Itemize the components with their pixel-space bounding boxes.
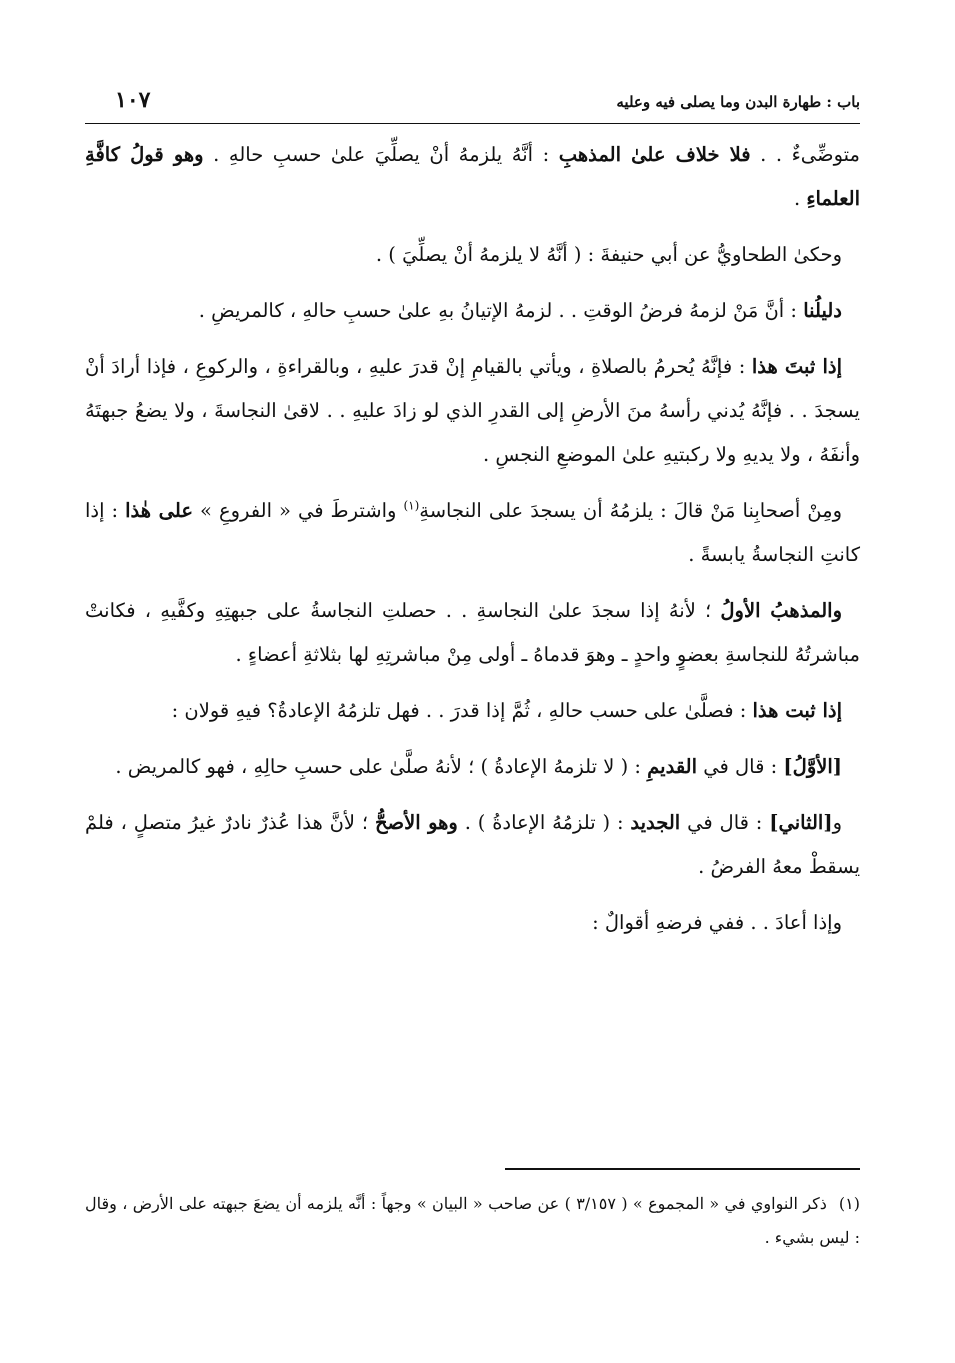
text-run: : فصلَّىٰ على حسب حالهِ ، ثُمَّ إذا قدرَ . . فهل تلزمُهُ الإعادةُ؟ فيهِ قولان :: [171, 699, 753, 722]
text-run: : ( تلزمُهُ الإعادةُ ) .: [457, 811, 631, 834]
bold-text: فلا خلاف علىٰ المذهبِ: [558, 143, 751, 166]
bold-text: الجديد: [630, 811, 681, 834]
paragraph: [85, 133, 860, 221]
page-number: ١٠٧: [115, 87, 151, 113]
bold-text: إذا ثبتَ هذا: [751, 355, 842, 378]
text-run: : إذا كانتِ النجاسةُ يابسةً .: [85, 499, 860, 566]
bold-text: [الأوَّلُ]: [783, 755, 842, 778]
bold-text: دليلُنا: [803, 299, 842, 322]
text-run: ؛ لأنَّ هذا عُذرٌ نادرٌ غيرُ متصلٍ ، فلمْ يسقطْ معهُ الفرضُ .: [85, 811, 860, 878]
text-run: : قال في: [680, 811, 770, 834]
paragraph: [85, 745, 860, 789]
footnote-separator: [505, 1168, 860, 1170]
text-run: : فإنَّهُ يُحرمُ بالصلاةِ ، ويأتي بالقيامِ إنْ قدرَ عليهِ ، وبالقراءةِ ، والركوعِ ، فإذا أرادَ أنْ يسجدَ . . فإنَّهُ يُدني رأسهُ منَ الأرضِ إلى القدرِ الذي لو زادَ عليهِ . . لاقىٰ النجاسةَ ، ولا يضعُ جبهتَهُ وأنفَهُ ، ولا يديهِ ولا ركبتيهِ علىٰ الموضعِ النجسِ .: [85, 355, 860, 466]
text-run: ومِنْ أصحابِنا مَنْ قالَ : يلزمُهُ أن يسجدَ على النجاسةِ: [419, 499, 842, 522]
paragraph: [85, 233, 860, 277]
text-run: وحكىٰ الطحاويُّ عن أبي حنيفةَ : ( أنَّهُ لا يلزمهُ أنْ يصلِّيَ ) .: [375, 243, 842, 266]
bold-text: على هٰذا: [125, 499, 194, 522]
paragraph: [85, 489, 860, 577]
text-run: واشترطَ في « الفروعِ »: [193, 499, 404, 522]
text-run: : ( لا تلزمهُ الإعادةُ ) ؛ لأنهُ صلَّىٰ على حسبِ حالِهِ ، فهو كالمريض .: [115, 755, 648, 778]
bold-text: القديمِ: [647, 755, 698, 778]
bold-text: وهو قولُ كافَّةِ العلماءِ: [85, 143, 860, 210]
text-run: : أنَّ مَنْ لزمهُ فرضُ الوقتِ . . لزمهُ الإتيانُ بهِ علىٰ حسبِ حالهِ ، كالمريضِ .: [198, 299, 804, 322]
bold-text: وهو الأصحُّ: [374, 811, 458, 834]
text-run: متوضِّىءٌ . .: [750, 143, 860, 166]
running-header: [85, 85, 860, 124]
footnote-reference: (١): [403, 498, 420, 513]
main-text: [85, 133, 860, 957]
paragraph: [85, 901, 860, 945]
footnote-text: ذكر النواوي في « المجموع » ( ٣/١٥٧ ) عن صاحب « البيان » وجهاً : أنَّه يلزمه أن يضعَ جبهته على الأرض ، وقال : ليس بشيء .: [85, 1194, 860, 1247]
bold-text: إذا ثبت هذا: [752, 699, 842, 722]
paragraph: [85, 289, 860, 333]
paragraph: [85, 689, 860, 733]
chapter-title: باب : طهارة البدن وما يصلى فيه وعليه: [616, 93, 860, 111]
paragraph: [85, 589, 860, 677]
bold-text: [الثاني]: [769, 811, 833, 834]
text-run: .: [793, 187, 807, 210]
text-run: : أنَّهُ يلزمهُ أنْ يصلِّيَ علىٰ حسبِ حالهِ .: [203, 143, 559, 166]
paragraph: [85, 801, 860, 889]
bold-text: والمذهبُ الأولُ: [720, 599, 842, 622]
text-run: ؛ لأنهُ إذا سجدَ علىٰ النجاسةِ . . حصلتِ النجاسةُ على جبهتِهِ وكفَّيهِ ، فكانتْ مباشرتُهُ للنجاسةِ بعضوٍ واحدٍ ـ وهوَ قدماهُ ـ أولى مِنْ مباشرتِهِ لها بثلاثةِ أعضاءٍ .: [85, 599, 860, 666]
paragraph: [85, 345, 860, 477]
footnote-marker: (١): [838, 1194, 861, 1213]
text-run: و: [832, 811, 842, 834]
page: [85, 85, 860, 1285]
text-run: : قال في: [697, 755, 784, 778]
text-run: وإذا أعادَ . . ففي فرضهِ أقوالٌ :: [592, 911, 842, 934]
footnote: [85, 1187, 860, 1255]
